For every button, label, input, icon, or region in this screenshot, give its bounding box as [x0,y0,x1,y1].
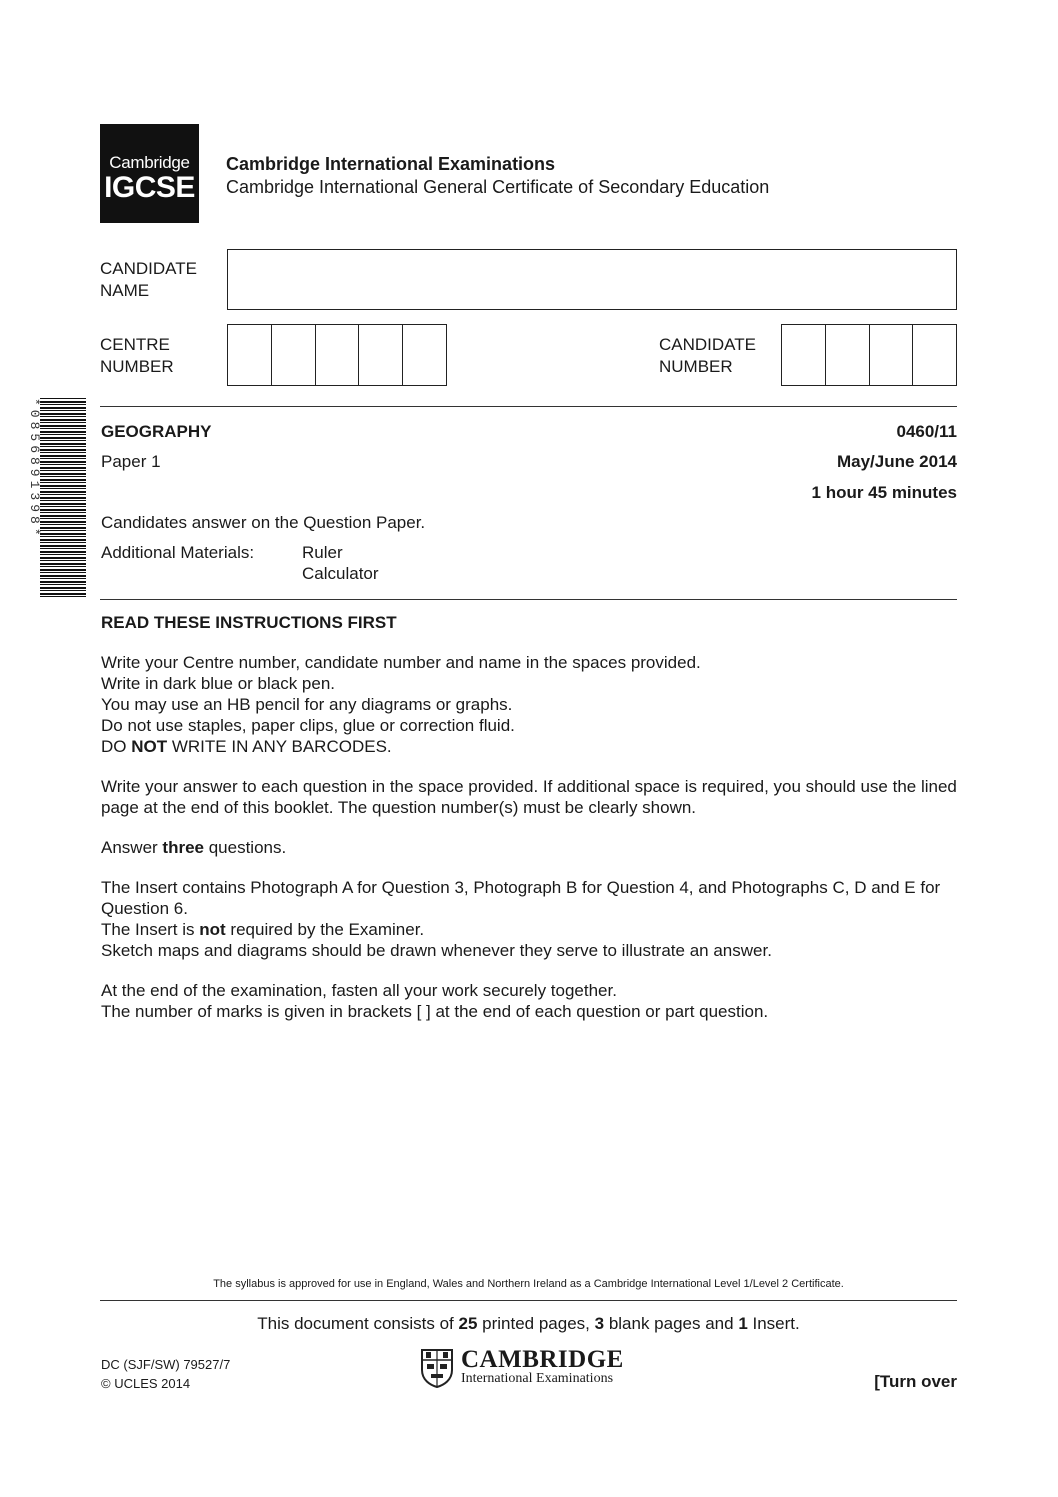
centre-number-cell[interactable] [403,325,446,385]
candidate-number-cell[interactable] [826,325,870,385]
turn-over-label: [Turn over [874,1372,957,1391]
exam-session: May/June 2014 [836,452,957,471]
centre-number-cell[interactable] [228,325,272,385]
emphasis-text: not [199,920,226,939]
instruction-line [101,919,958,940]
instruction-line: Write in dark blue or black pen. [101,674,336,693]
instructions-heading: READ THESE INSTRUCTIONS FIRST [101,613,397,632]
text-span: questions. [204,838,287,857]
emphasis-text: three [162,838,204,857]
candidate-number-label-line2: NUMBER [659,357,733,376]
instructions-body [101,652,958,1022]
instruction-line [101,736,958,757]
material-ruler: Ruler [302,543,343,562]
material-calculator: Calculator [302,564,379,583]
text-span: printed pages, [477,1314,595,1333]
emphasis-text: NOT [131,737,168,756]
materials-label: Additional Materials: [101,543,255,562]
board-subtitle: Cambridge International General Certificate of Secondary Education [226,177,770,197]
divider-top [100,406,957,407]
text-span: The Insert is [101,920,200,939]
text-span: DO [101,737,132,756]
document-consists [100,1313,957,1334]
candidate-name-label [100,258,197,302]
syllabus-note: The syllabus is approved for use in England, Wales and Northern Ireland as a Cambridge International Level 1/Level 2 Certificate. [213,1278,844,1290]
text-span: WRITE IN ANY BARCODES. [167,737,392,756]
text-span: blank pages and [604,1314,739,1333]
igcse-logo [100,124,199,223]
centre-number-cell[interactable] [316,325,360,385]
centre-number-label [100,334,174,378]
instruction-line: You may use an HB pencil for any diagrams or graphs. [101,695,513,714]
printed-pages-count: 25 [458,1314,478,1333]
centre-number-field[interactable] [227,324,447,386]
instruction-line: Sketch maps and diagrams should be drawn whenever they serve to illustrate an answer. [101,941,772,960]
cambridge-crest-icon [420,1348,454,1388]
candidate-name-label-line1: CANDIDATE [100,259,197,278]
barcode [40,398,86,598]
subject-title: GEOGRAPHY [101,422,212,441]
divider-footer [100,1300,957,1301]
logo-top-text: Cambridge [109,152,190,172]
instruction-line: The Insert contains Photograph A for Question 3, Photograph B for Question 4, and Photographs C, D and E for Question 6. [101,878,941,918]
instruction-line: The number of marks is given in brackets [ ] at the end of each question or part question. [101,1002,769,1021]
text-span: Insert. [747,1314,800,1333]
blank-pages-count: 3 [594,1314,605,1333]
candidate-number-cell[interactable] [870,325,914,385]
candidate-name-label-line2: NAME [100,281,150,300]
centre-number-label-line1: CENTRE [100,335,170,354]
insert-count: 1 [738,1314,748,1333]
paper-code: 0460/11 [896,422,957,441]
instruction-line: At the end of the examination, fasten all your work securely together. [101,981,617,1000]
barcode-digits: *0856891398* [27,398,42,540]
exam-duration: 1 hour 45 minutes [811,483,957,502]
text-span: Answer [101,838,163,857]
candidate-number-field[interactable] [781,324,957,386]
document-reference [101,1355,230,1393]
instruction-paragraph [101,837,958,858]
candidate-name-field[interactable] [227,249,957,310]
candidate-number-cell[interactable] [782,325,826,385]
centre-number-label-line2: NUMBER [100,357,174,376]
board-title: Cambridge International Examinations [226,154,556,174]
instruction-line: Do not use staples, paper clips, glue or correction fluid. [101,716,515,735]
candidate-number-label-line1: CANDIDATE [659,335,756,354]
cambridge-wordmark-sub: International Examinations [461,1371,614,1386]
cambridge-wordmark: CAMBRIDGE [461,1346,624,1373]
text-span: This document consists of [257,1314,459,1333]
divider-middle [100,599,957,600]
copyright: © UCLES 2014 [101,1376,191,1391]
candidate-number-cell[interactable] [913,325,956,385]
logo-bottom-text: IGCSE [104,170,195,204]
instruction-paragraph: Write your answer to each question in the space provided. If additional space is required, you should use the lined page at the end of this booklet. The question number(s) must be clearly shown. [101,777,957,817]
candidate-number-label [659,334,756,378]
paper-number: Paper 1 [101,452,161,471]
instruction-line: Write your Centre number, candidate number and name in the spaces provided. [101,653,701,672]
centre-number-cell[interactable] [359,325,403,385]
text-span: required by the Examiner. [225,920,425,939]
answer-note: Candidates answer on the Question Paper. [101,513,426,532]
centre-number-cell[interactable] [272,325,316,385]
reference-code: DC (SJF/SW) 79527/7 [101,1357,231,1372]
